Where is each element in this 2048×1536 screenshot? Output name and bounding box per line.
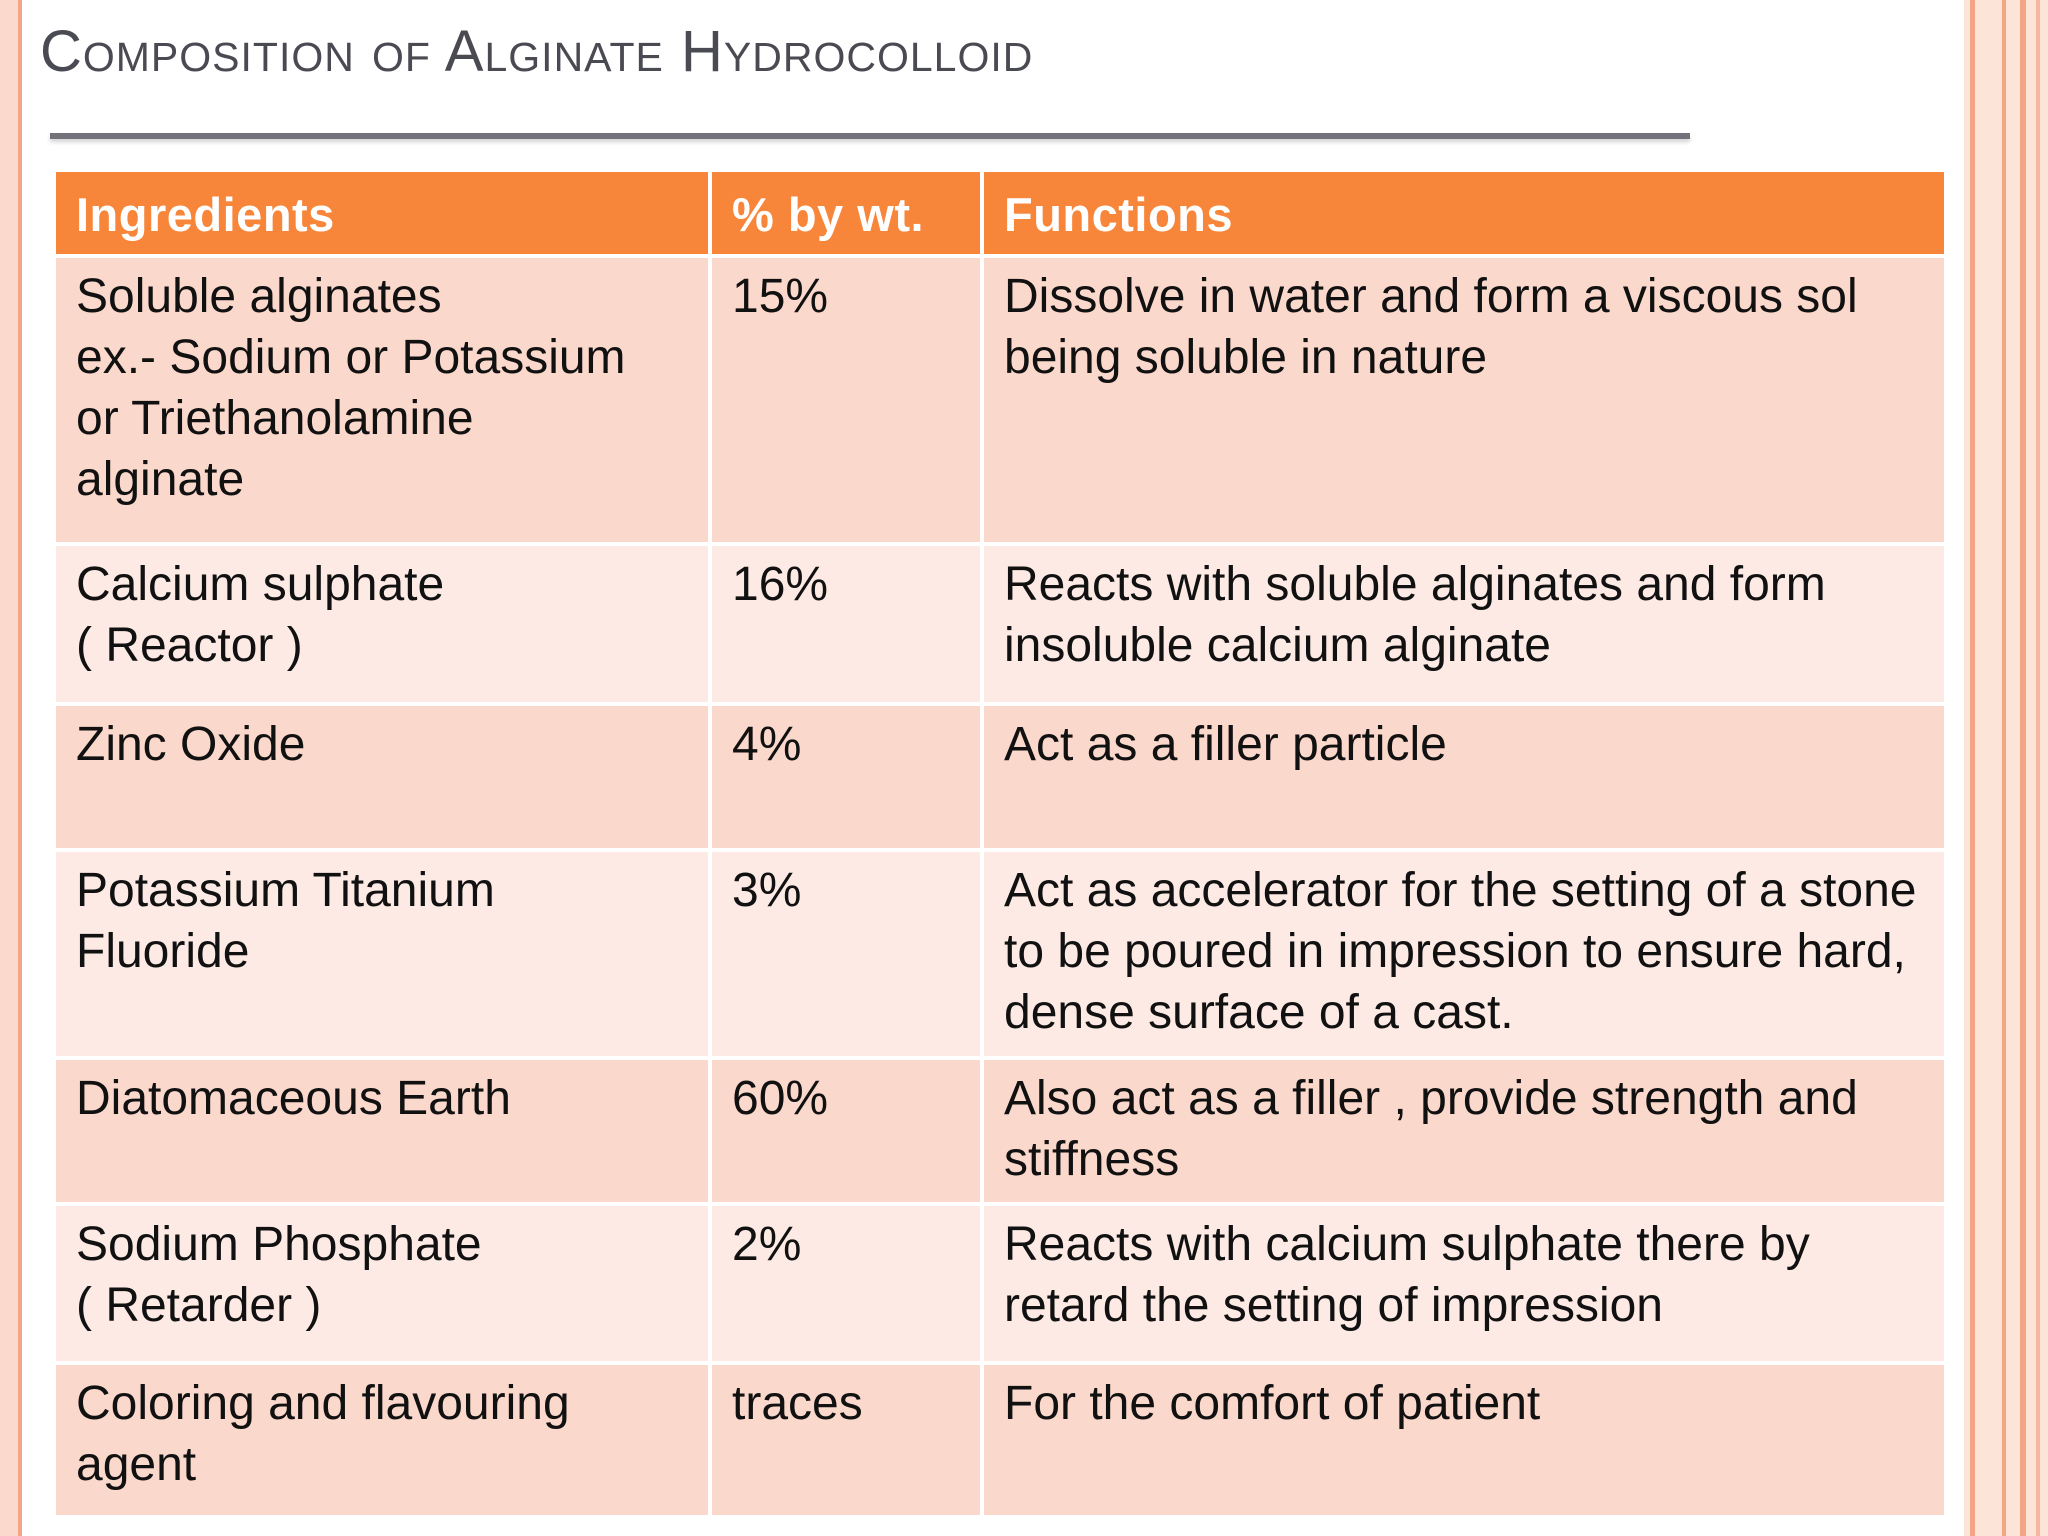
function-cell: Reacts with calcium sulphate there by retard the setting of impression (982, 1204, 1946, 1363)
percent-cell: 4% (710, 704, 982, 850)
header-functions: Functions (982, 172, 1946, 256)
header-ingredients: Ingredients (54, 172, 710, 256)
left-decorative-border (0, 0, 22, 1536)
table-header-row (54, 172, 1946, 256)
percent-cell: 16% (710, 544, 982, 704)
percent-cell: 2% (710, 1204, 982, 1363)
slide-title: Composition of Alginate Hydrocolloid (40, 19, 1034, 84)
table-row (54, 850, 1946, 1058)
ingredient-cell: Sodium Phosphate ( Retarder ) (54, 1204, 710, 1363)
function-cell: For the comfort of patient (982, 1363, 1946, 1517)
ingredient-cell: Zinc Oxide (54, 704, 710, 850)
percent-cell: 15% (710, 256, 982, 544)
function-cell: Act as a filler particle (982, 704, 1946, 850)
decor-stripe (2020, 0, 2026, 1536)
table-row (54, 1363, 1946, 1517)
ingredient-cell: Potassium Titanium Fluoride (54, 850, 710, 1058)
function-cell: Dissolve in water and form a viscous sol being soluble in nature (982, 256, 1946, 544)
ingredient-cell: Soluble alginates ex.- Sodium or Potassium or Triethanolamine alginate (54, 256, 710, 544)
decor-stripe (1970, 0, 1975, 1536)
composition-table (52, 172, 1948, 1519)
ingredient-cell: Diatomaceous Earth (54, 1058, 710, 1204)
decor-stripe (2002, 0, 2006, 1536)
ingredient-cell: Calcium sulphate ( Reactor ) (54, 544, 710, 704)
decor-stripe (2036, 0, 2040, 1536)
ingredient-cell: Coloring and flavouring agent (54, 1363, 710, 1517)
header-percent-by-weight: % by wt. (710, 172, 982, 256)
table-row (54, 256, 1946, 544)
percent-cell: 60% (710, 1058, 982, 1204)
title-underline (50, 133, 1690, 139)
percent-cell: traces (710, 1363, 982, 1517)
percent-cell: 3% (710, 850, 982, 1058)
function-cell: Act as accelerator for the setting of a stone to be poured in impression to ensure hard, dense surface of a cast. (982, 850, 1946, 1058)
right-decorative-stripes (1964, 0, 2048, 1536)
function-cell: Also act as a filler , provide strength and stiffness (982, 1058, 1946, 1204)
table-row (54, 1204, 1946, 1363)
table-row (54, 544, 1946, 704)
function-cell: Reacts with soluble alginates and form insoluble calcium alginate (982, 544, 1946, 704)
table-row (54, 1058, 1946, 1204)
table-row (54, 704, 1946, 850)
